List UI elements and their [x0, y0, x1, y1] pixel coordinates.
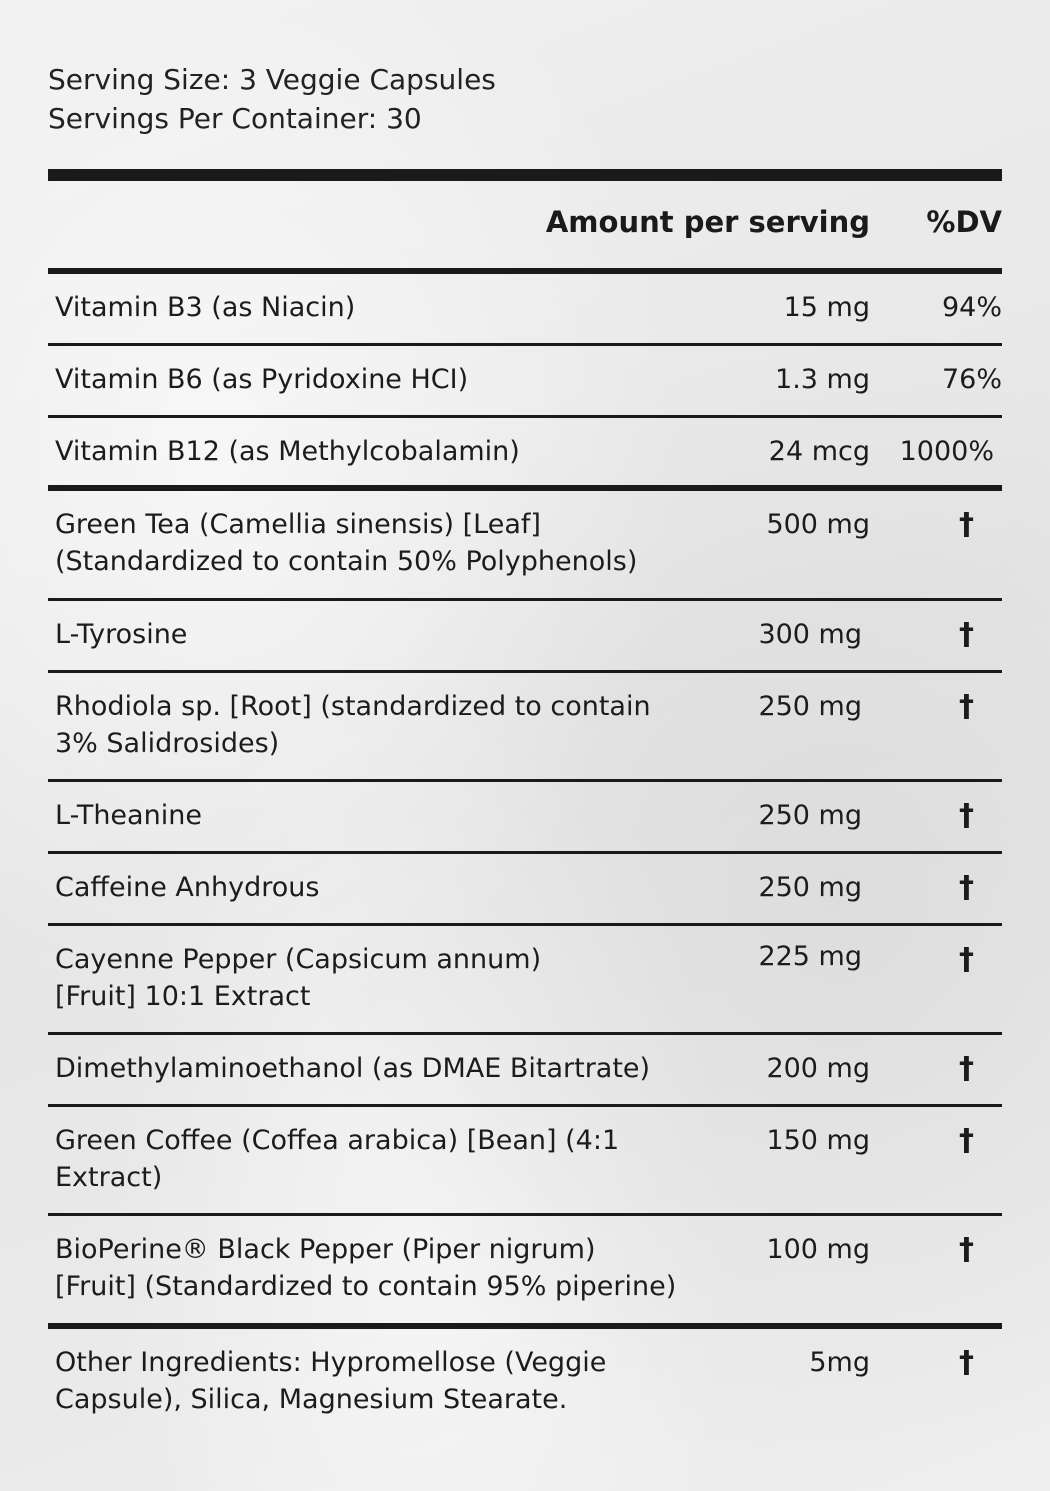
header-amount: Amount per serving	[545, 205, 870, 239]
dagger-symbol: †	[959, 617, 974, 652]
ingredient-amount: 250 mg	[758, 691, 862, 722]
ingredient-name: Rhodiola sp. [Root] (standardized to contain 3% Salidrosides)	[55, 691, 651, 759]
header-dv: %DV	[926, 205, 1002, 239]
ingredient-dv: 1000%	[899, 436, 994, 467]
dagger-symbol: †	[959, 870, 974, 905]
table-row	[48, 854, 1002, 926]
table-header	[48, 205, 1002, 249]
ingredient-name: Vitamin B12 (as Methylcobalamin)	[55, 436, 520, 467]
dagger-symbol: †	[959, 1345, 974, 1380]
ingredient-amount: 300 mg	[758, 619, 862, 650]
ingredient-amount: 200 mg	[766, 1053, 870, 1084]
table-row	[48, 782, 1002, 854]
ingredient-name: L-Theanine	[55, 800, 202, 831]
ingredient-name: Other Ingredients: Hypromellose (Veggie Capsule), Silica, Magnesium Stearate.	[55, 1347, 607, 1415]
table-row	[48, 274, 1002, 346]
dagger-symbol: †	[959, 1232, 974, 1267]
table-row	[48, 418, 1002, 491]
serving-info	[48, 60, 496, 138]
table-row	[48, 673, 1002, 782]
dagger-symbol: †	[959, 1123, 974, 1158]
table-row	[48, 346, 1002, 418]
dagger-symbol: †	[959, 689, 974, 724]
table-row	[48, 926, 1002, 1035]
ingredient-name: Green Coffee (Coffea arabica) [Bean] (4:1 Extract)	[55, 1125, 620, 1193]
ingredient-amount: 250 mg	[758, 800, 862, 831]
ingredient-name: BioPerine® Black Pepper (Piper nigrum) [Fruit] (Standardized to contain 95% piperine)	[55, 1234, 677, 1302]
table-row	[48, 1107, 1002, 1216]
table-row	[48, 1329, 1002, 1439]
servings-per-container: Servings Per Container: 30	[48, 102, 422, 135]
ingredient-name: Green Tea (Camellia sinensis) [Leaf] (Standardized to contain 50% Polyphenols)	[55, 509, 638, 577]
serving-size: Serving Size: 3 Veggie Capsules	[48, 63, 496, 96]
ingredient-name: Dimethylaminoethanol (as DMAE Bitartrate)	[55, 1053, 651, 1084]
ingredient-name: Vitamin B3 (as Niacin)	[55, 292, 356, 323]
ingredient-amount: 250 mg	[758, 872, 862, 903]
ingredient-amount: 5mg	[809, 1347, 870, 1378]
supplement-facts-table	[48, 274, 1002, 1439]
ingredient-amount: 24 mcg	[768, 436, 870, 467]
table-row	[48, 491, 1002, 601]
ingredient-name: Cayenne Pepper (Capsicum annum) [Fruit] 10:1 Extract	[55, 944, 542, 1012]
ingredient-name: L-Tyrosine	[55, 619, 188, 650]
ingredient-name: Caffeine Anhydrous	[55, 872, 320, 903]
ingredient-dv: 76%	[941, 364, 1002, 395]
ingredient-name: Vitamin B6 (as Pyridoxine HCI)	[55, 364, 469, 395]
table-row	[48, 601, 1002, 673]
ingredient-amount: 100 mg	[766, 1234, 870, 1265]
ingredient-dv: 94%	[941, 292, 1002, 323]
dagger-symbol: †	[959, 798, 974, 833]
table-row	[48, 1216, 1002, 1329]
dagger-symbol: †	[959, 942, 974, 977]
ingredient-amount: 15 mg	[783, 292, 870, 323]
dagger-symbol: †	[959, 1051, 974, 1086]
ingredient-amount: 1.3 mg	[775, 364, 870, 395]
ingredient-amount: 500 mg	[766, 509, 870, 540]
table-row	[48, 1035, 1002, 1107]
ingredient-amount: 225 mg	[758, 941, 862, 972]
dagger-symbol: †	[959, 507, 974, 542]
top-divider	[48, 169, 1002, 181]
ingredient-amount: 150 mg	[766, 1125, 870, 1156]
